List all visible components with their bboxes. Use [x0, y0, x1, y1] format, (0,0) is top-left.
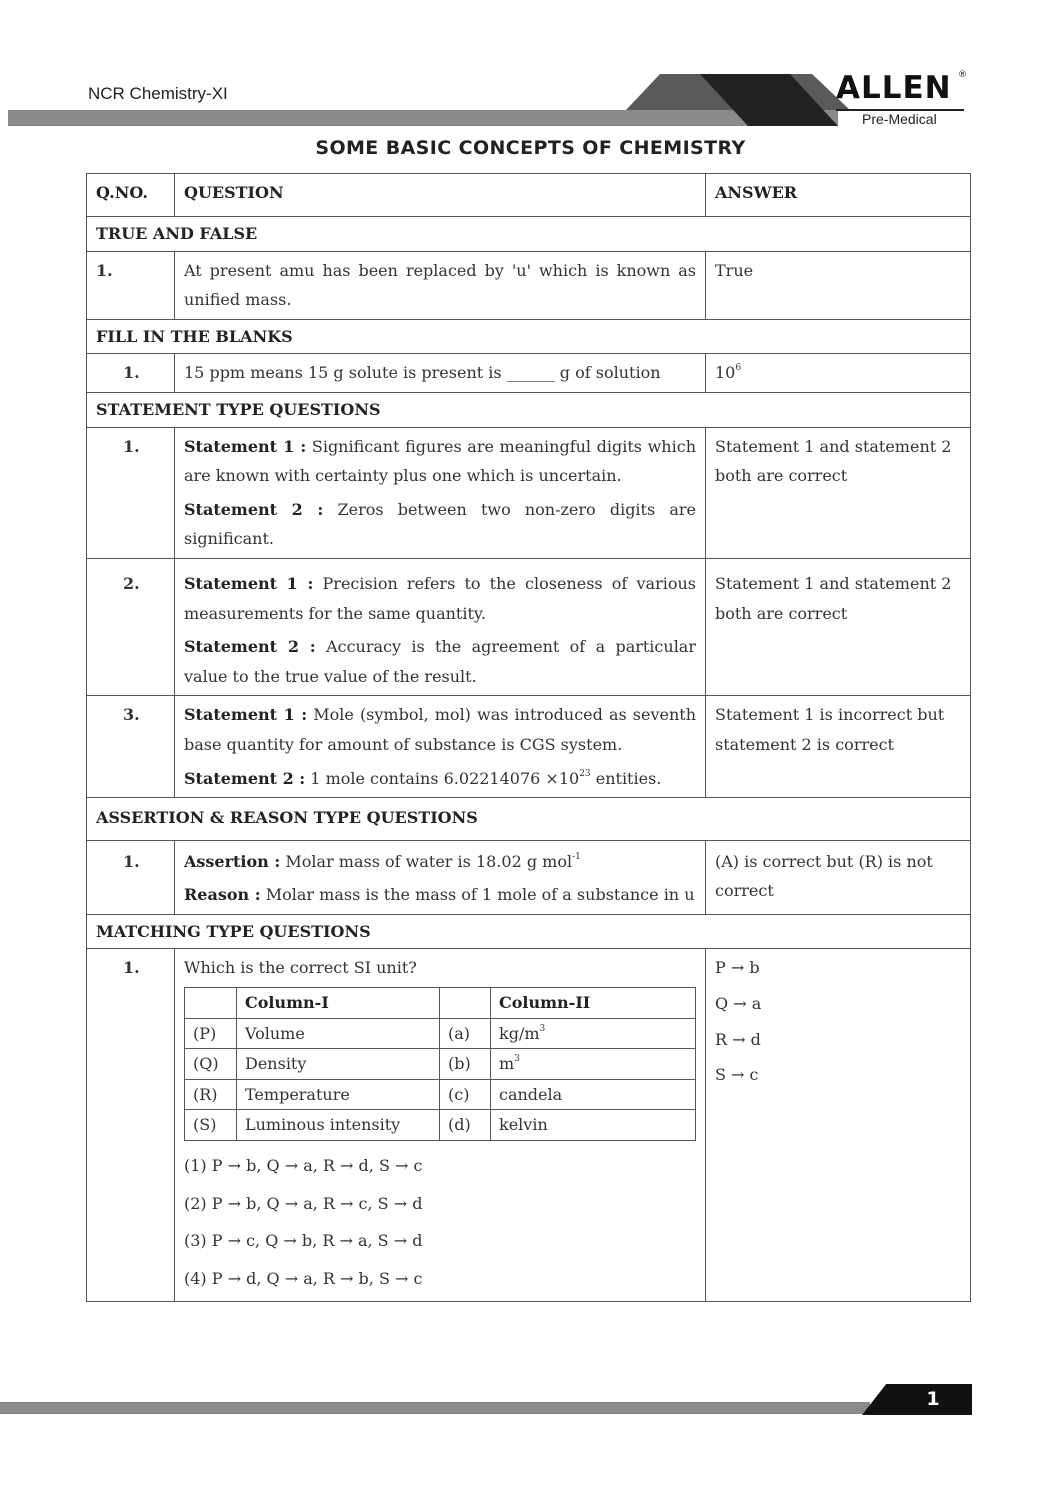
- answer-pair: R → d: [715, 1029, 761, 1049]
- assertion-label: Assertion :: [184, 851, 281, 871]
- statement-label: Statement 1 :: [184, 705, 308, 725]
- match-row: [185, 1110, 696, 1141]
- blank-line: ______: [506, 363, 555, 383]
- registered-mark: ®: [958, 70, 967, 80]
- question-number: 1.: [87, 251, 175, 319]
- match-item: Luminous intensity: [237, 1110, 440, 1141]
- match-item: Density: [237, 1049, 440, 1080]
- answer-text: Statement 1 is incorrect but statement 2 is correct: [706, 696, 971, 798]
- match-key: (d): [440, 1110, 491, 1141]
- reason-text: Molar mass is the mass of 1 mole of a substance in u: [265, 885, 695, 905]
- header-answer: ANSWER: [706, 174, 971, 217]
- table-row: [87, 558, 971, 695]
- match-key: (R): [185, 1079, 237, 1110]
- answer-text: (A) is correct but (R) is not correct: [706, 840, 971, 914]
- question-table: [86, 173, 971, 1302]
- table-header-row: [87, 174, 971, 217]
- section-row: [87, 217, 971, 252]
- question-text: [175, 696, 706, 798]
- table-row: [87, 949, 971, 1302]
- section-true-false: TRUE AND FALSE: [87, 217, 971, 252]
- statement-label: Statement 2 :: [184, 768, 306, 788]
- question-number: 3.: [87, 696, 175, 798]
- match-table: [184, 987, 696, 1141]
- section-row: [87, 392, 971, 427]
- table-row: [87, 354, 971, 393]
- page-title: SOME BASIC CONCEPTS OF CHEMISTRY: [315, 137, 746, 159]
- answer-pair: P → b: [715, 958, 760, 978]
- match-unit: $kg/m^3$: [491, 1018, 696, 1049]
- match-unit: candela: [491, 1079, 696, 1110]
- question-text: [175, 427, 706, 558]
- option: (4) P → d, Q → a, R → b, S → c: [184, 1268, 423, 1288]
- match-unit: kelvin: [491, 1110, 696, 1141]
- statement-text: 1 mole contains 6.02214076 ×10: [310, 768, 580, 788]
- answer-base: 10: [715, 363, 736, 383]
- question-number: 1.: [87, 427, 175, 558]
- section-fill-blanks: FILL IN THE BLANKS: [87, 319, 971, 354]
- header-qno: Q.NO.: [87, 174, 175, 217]
- statement-text: Mole (symbol, mol) was introduced as seventh base quantity for amount of substance is CGS system.: [184, 705, 696, 754]
- answer-text: True: [706, 251, 971, 319]
- brand-logo: ALLEN: [836, 70, 952, 106]
- question-text: At present amu has been replaced by 'u' which is known as unified mass.: [175, 251, 706, 319]
- section-statement: STATEMENT TYPE QUESTIONS: [87, 392, 971, 427]
- match-question: Which is the correct SI unit?: [184, 958, 417, 978]
- statement-label: Statement 2 :: [184, 637, 316, 657]
- table-row: [87, 696, 971, 798]
- exponent: -1: [572, 851, 581, 862]
- column-1-header: Column-I: [237, 988, 440, 1019]
- page-number: 1: [926, 1388, 940, 1410]
- statement-text: Accuracy is the agreement of a particular value to the true value of the result.: [184, 637, 696, 686]
- answer-text: [706, 354, 971, 393]
- match-item: Temperature: [237, 1079, 440, 1110]
- match-key: (Q): [185, 1049, 237, 1080]
- match-row: [185, 1018, 696, 1049]
- statement-label: Statement 1 :: [184, 436, 307, 456]
- match-row: [185, 1079, 696, 1110]
- match-key: (S): [185, 1110, 237, 1141]
- match-key: (P): [185, 1018, 237, 1049]
- question-part: 15 ppm means 15 g solute is present is: [184, 363, 502, 383]
- statement-label: Statement 1 :: [184, 573, 314, 593]
- option: (2) P → b, Q → a, R → c, S → d: [184, 1193, 423, 1213]
- statement-text: Zeros between two non-zero digits are significant.: [184, 499, 696, 549]
- question-number: 2.: [87, 558, 175, 695]
- statement-label: Statement 2 :: [184, 499, 324, 519]
- match-key: (b): [440, 1049, 491, 1080]
- brand-subtitle: Pre-Medical: [862, 111, 937, 127]
- question-text: [175, 840, 706, 914]
- match-key: (a): [440, 1018, 491, 1049]
- statement-text: entities.: [595, 768, 662, 788]
- match-header-row: [185, 988, 696, 1019]
- section-matching: MATCHING TYPE QUESTIONS: [87, 914, 971, 949]
- match-key: (c): [440, 1079, 491, 1110]
- table-row: [87, 427, 971, 558]
- section-assertion-reason: ASSERTION & REASON TYPE QUESTIONS: [87, 798, 971, 841]
- footer-rule: [0, 1402, 870, 1414]
- question-text: [175, 949, 706, 1302]
- column-2-header: Column-II: [491, 988, 696, 1019]
- match-unit: $m^3$: [491, 1049, 696, 1080]
- option: (1) P → b, Q → a, R → d, S → c: [184, 1156, 423, 1176]
- reason-label: Reason :: [184, 885, 261, 905]
- statement-text: Precision refers to the closeness of various measurements for the same quantity.: [184, 573, 696, 623]
- answer-pair: S → c: [715, 1065, 759, 1085]
- exponent: 23: [579, 768, 591, 779]
- header-question: QUESTION: [175, 174, 706, 217]
- answer-text: Statement 1 and statement 2 both are correct: [706, 427, 971, 558]
- assertion-text: Molar mass of water is 18.02 g mol: [285, 851, 573, 871]
- answer-pair: Q → a: [715, 994, 762, 1014]
- question-number: 1.: [87, 354, 175, 393]
- question-part: g of solution: [559, 363, 661, 383]
- question-number: 1.: [87, 949, 175, 1302]
- option: (3) P → c, Q → b, R → a, S → d: [184, 1231, 423, 1251]
- section-row: [87, 798, 971, 841]
- match-item: Volume: [237, 1018, 440, 1049]
- answer-text: [706, 949, 971, 1302]
- question-text: [175, 558, 706, 695]
- answer-text: Statement 1 and statement 2 both are correct: [706, 558, 971, 695]
- section-row: [87, 319, 971, 354]
- page-number-box: [862, 1384, 972, 1415]
- statement-text: Significant figures are meaningful digits which are known with certainty plus one which is uncertain.: [184, 436, 696, 486]
- answer-exponent: 6: [735, 363, 742, 374]
- question-number: 1.: [87, 840, 175, 914]
- table-row: [87, 251, 971, 319]
- book-title: NCR Chemistry-XI: [88, 84, 228, 103]
- section-row: [87, 914, 971, 949]
- match-row: [185, 1049, 696, 1080]
- table-row: [87, 840, 971, 914]
- question-text: [175, 354, 706, 393]
